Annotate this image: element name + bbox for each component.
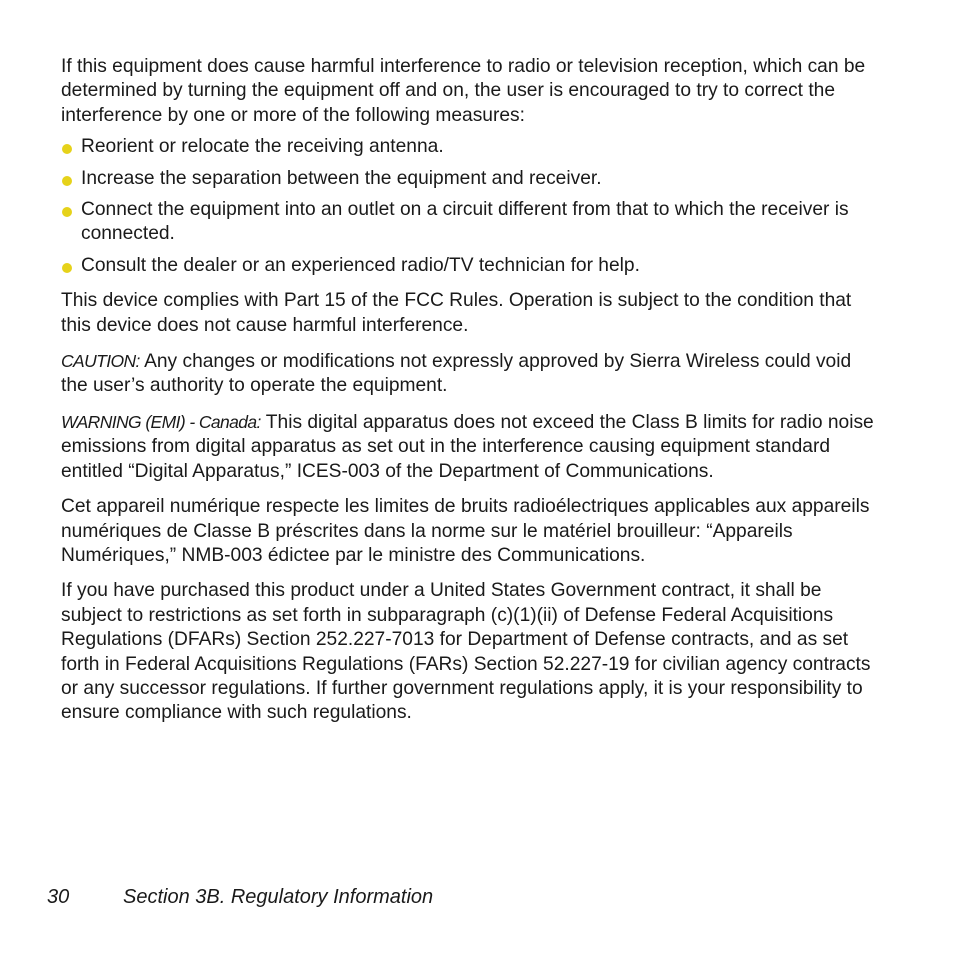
caution-label: CAUTION: — [61, 351, 140, 372]
government-paragraph: If you have purchased this product under a United States Government contract, it shall be subject to restrictions as set forth in subparagraph (c)(1)(ii) of Defense Federal Acquisitions Regulations (DFARs) Section 252.227-7013 for Department of Defense contracts, and as set forth in Federal Acquisitions Regulations (FARs) Section 52.227-19 for civilian agency contracts or any successor regulations. If further government regulations apply, it is your responsibility to ensure compliance with such regulations. — [61, 580, 871, 724]
bullet-dot-icon — [62, 144, 72, 154]
list-item-text: Increase the separation between the equipment and receiver. — [81, 167, 602, 189]
section-title: Section 3B. Regulatory Information — [123, 886, 434, 908]
list-item — [61, 198, 883, 247]
document-body — [61, 55, 883, 726]
page-number: 30 — [47, 886, 70, 908]
part15-paragraph: This device complies with Part 15 of the FCC Rules. Operation is subject to the condition that this device does not cause harmful interference. — [61, 290, 852, 336]
warning-label: WARNING (EMI) - Canada: — [61, 411, 261, 432]
bullet-dot-icon — [62, 176, 72, 186]
list-item-text: Consult the dealer or an experienced radio/TV technician for help. — [81, 254, 640, 276]
list-item-text: Reorient or relocate the receiving antenna. — [81, 136, 444, 158]
caution-text: Any changes or modifications not expressly approved by Sierra Wireless could void the user’s authority to operate the equipment. — [61, 351, 852, 397]
list-item — [61, 254, 883, 278]
measures-list — [61, 135, 883, 278]
bullet-dot-icon — [62, 207, 72, 217]
warning-paragraph — [61, 410, 883, 484]
list-item — [61, 135, 883, 159]
caution-paragraph — [61, 349, 883, 399]
french-paragraph: Cet appareil numérique respecte les limites de bruits radioélectriques applicables aux appareils numériques de Classe B préscrites dans la norme sur le matériel brouilleur: “Appareils Numériques,” NMB-003 édictee par le ministre des Communications. — [61, 496, 870, 566]
bullet-dot-icon — [62, 263, 72, 273]
page-footer — [47, 886, 433, 909]
warning-text: This digital apparatus does not exceed the Class B limits for radio noise emissions from digital apparatus as set out in the interference causing equipment standard entitled “Digital Apparatus,” ICES-003 of the Department of Communications. — [61, 411, 874, 482]
list-item-text: Connect the equipment into an outlet on a circuit different from that to which the receiver is connected. — [81, 199, 849, 245]
intro-paragraph: If this equipment does cause harmful interference to radio or television reception, which can be determined by turning the equipment off and on, the user is encouraged to try to correct the interference by one or more of the following measures: — [61, 56, 866, 126]
list-item — [61, 167, 883, 191]
